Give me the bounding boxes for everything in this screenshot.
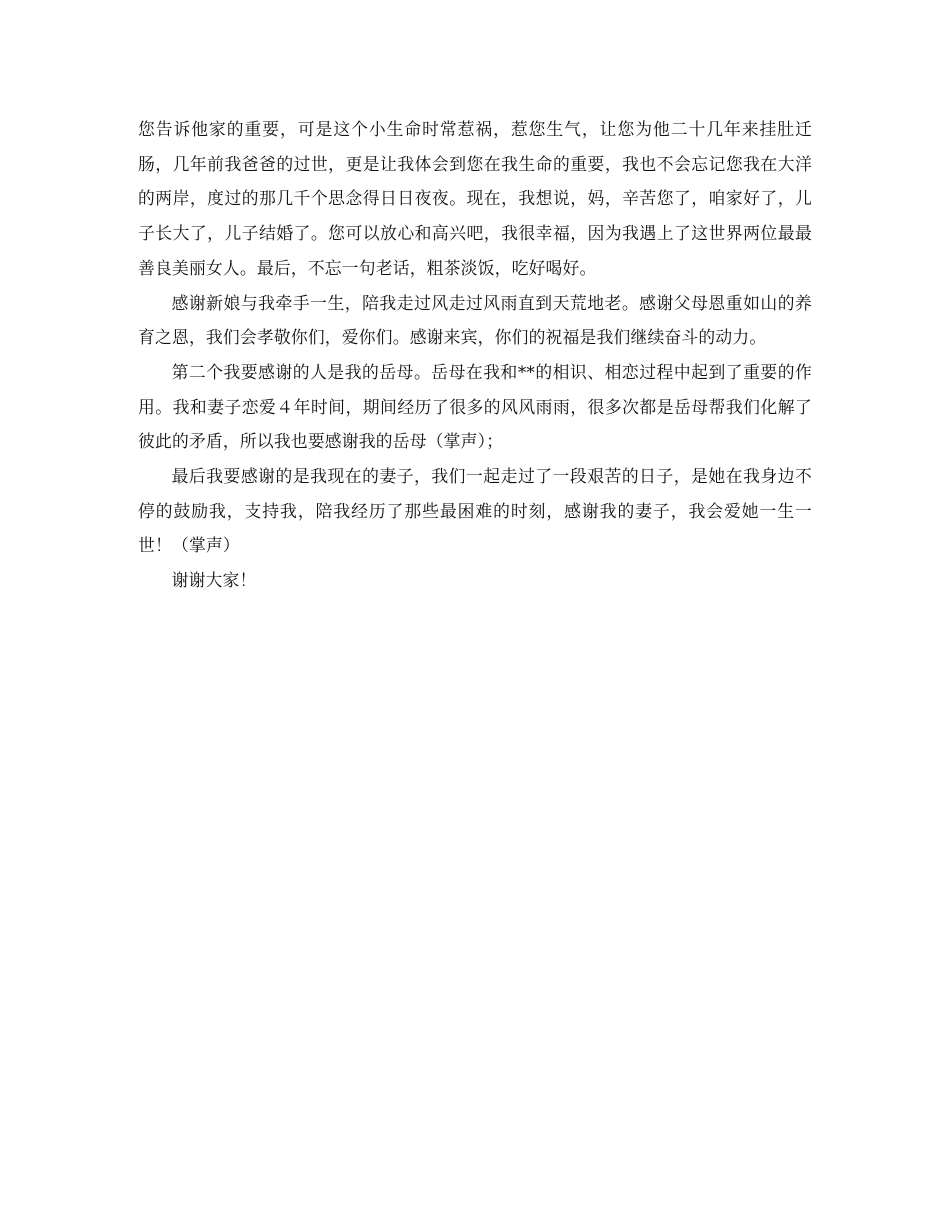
paragraph-thanks-mother-in-law: 第二个我要感谢的人是我的岳母。岳母在我和**的相识、相恋过程中起到了重要的作用。我和妻子恋爱４年时间，期间经历了很多的风风雨雨，很多次都是岳母帮我们化解了彼此的矛盾，所以我也要感谢我的岳母（掌声）； [138, 361, 812, 452]
document-body [138, 112, 812, 598]
paragraph-closing: 谢谢大家！ [171, 570, 257, 591]
paragraph-thanks-wife: 最后我要感谢的是我现在的妻子，我们一起走过了一段艰苦的日子，是她在我身边不停的鼓励我，支持我，陪我经历了那些最困难的时刻，感谢我的妻子，我会爱她一生一世！（掌声） [138, 466, 812, 556]
paragraph-thanks-bride-parents-guests: 感谢新娘与我牵手一生，陪我走过风走过风雨直到天荒地老。感谢父母恩重如山的养育之恩，我们会孝敬你们，爱你们。感谢来宾，你们的祝福是我们继续奋斗的动力。 [138, 292, 812, 348]
paragraph-continuation: 您告诉他家的重要，可是这个小生命时常惹祸，惹您生气，让您为他二十几年来挂肚迁肠，几年前我爸爸的过世，更是让我体会到您在我生命的重要，我也不会忘记您我在大洋的两岸，度过的那几千个思念得日日夜夜。现在，我想说，妈，辛苦您了，咱家好了，儿子长大了，儿子结婚了。您可以放心和高兴吧，我很幸福，因为我遇上了这世界两位最最善良美丽女人。最后，不忘一句老话，粗茶淡饭，吃好喝好。 [138, 119, 812, 278]
